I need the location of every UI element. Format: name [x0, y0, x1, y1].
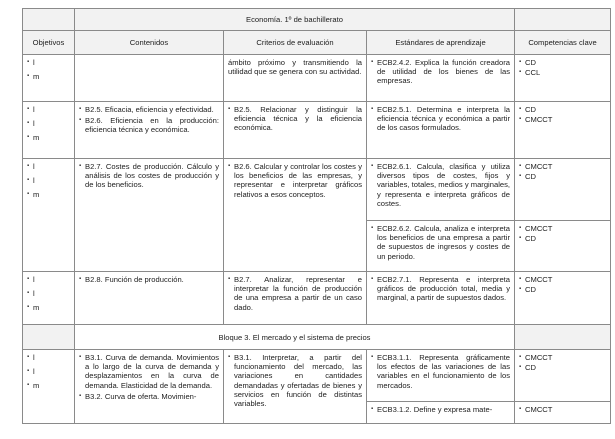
competence-item: ▪ CD [519, 172, 606, 181]
table-row [23, 159, 611, 221]
objective-item: ▪ l [27, 367, 70, 376]
competence-item: ▪ CD [519, 234, 606, 243]
header-corner-cell [23, 9, 75, 31]
objective-item: ▪ m [27, 381, 70, 390]
standard-item: ▪ ECB3.1.1. Representa gráficamente los efectos de las variaciones de las variables en el funcionamiento de los mercados. [371, 353, 510, 390]
competence-item: ▪ CMCCT [519, 224, 606, 233]
competence-item: ▪ CMCCT [519, 405, 606, 414]
competence-item: ▪ CMCCT [519, 275, 606, 284]
objective-item: ▪ l [27, 119, 70, 128]
standard-item: ▪ ECB3.1.2. Define y expresa mate- [371, 405, 510, 414]
cell-competencias [515, 350, 611, 402]
content-item: ▪ B3.1. Curva de demanda. Movimientos a lo largo de la curva de demanda y desplazamientos en la curva de demanda. Elasticidad de la demanda. [79, 353, 219, 390]
competence-item: ▪ CD [519, 58, 606, 67]
table-row [23, 102, 611, 159]
cell-competencias [515, 102, 611, 159]
cell-criterios [224, 350, 367, 424]
cell-criterios [224, 272, 367, 325]
cell-competencias [515, 402, 611, 424]
cell-competencias [515, 272, 611, 325]
standard-item: ▪ ECB2.4.2. Explica la función creadora de utilidad de los bienes de las empresas. [371, 58, 510, 86]
competence-item: ▪ CMCCT [519, 162, 606, 171]
standard-item: ▪ ECB2.5.1. Determina e interpreta la eficiencia técnica y económica a partir de los casos formulados. [371, 105, 510, 133]
table-row [23, 272, 611, 325]
cell-estandares [367, 272, 515, 325]
section-corner-cell [23, 325, 75, 350]
table-row [23, 55, 611, 102]
objective-item: ▪ m [27, 190, 70, 199]
cell-objetivos [23, 159, 75, 272]
content-item: ▪ B2.7. Costes de producción. Cálculo y análisis de los costes de producción y de los beneficios. [79, 162, 219, 190]
criterion-item: ▪ B3.1. Interpretar, a partir del funcionamiento del mercado, las variaciones en cantidades demandadas y ofertadas de bienes y servicios en función de distintas variables. [228, 353, 362, 408]
content-item: ▪ B2.6. Eficiencia en la producción: eficiencia técnica y económica. [79, 116, 219, 134]
table-row [23, 350, 611, 402]
cell-contenidos [75, 102, 224, 159]
competence-item: ▪ CCL [519, 68, 606, 77]
objective-item: ▪ m [27, 72, 70, 81]
competence-item: ▪ CMCCT [519, 353, 606, 362]
cell-estandares [367, 221, 515, 272]
standard-item: ▪ ECB2.7.1. Representa e interpreta gráficos de producción total, media y marginal, a partir de supuestos dados. [371, 275, 510, 303]
competence-item: ▪ CD [519, 285, 606, 294]
cell-criterios [224, 159, 367, 272]
objective-item: ▪ l [27, 105, 70, 114]
section-title: Bloque 3. El mercado y el sistema de precios [75, 325, 515, 350]
cell-estandares [367, 102, 515, 159]
cell-objetivos [23, 102, 75, 159]
standard-item: ▪ ECB2.6.1. Calcula, clasifica y utiliza diversos tipos de costes, fijos y variables, totales, medios y marginales, y representa e interpreta gráficos de costes. [371, 162, 510, 208]
header-competencias: Competencias clave [515, 31, 611, 55]
cell-objetivos [23, 350, 75, 424]
cell-competencias [515, 159, 611, 221]
objective-item: ▪ l [27, 275, 70, 284]
header-contenidos: Contenidos [75, 31, 224, 55]
criterion-item: ▪ B2.5. Relacionar y distinguir la eficiencia técnica y la eficiencia económica. [228, 105, 362, 133]
content-item: ▪ B2.8. Función de producción. [79, 275, 219, 284]
objective-item: ▪ l [27, 176, 70, 185]
cell-objetivos [23, 272, 75, 325]
cell-estandares [367, 159, 515, 221]
content-item: ▪ B2.5. Eficacia, eficiencia y efectividad. [79, 105, 219, 114]
objective-item: ▪ l [27, 289, 70, 298]
cell-contenidos [75, 55, 224, 102]
header-estandares: Estándares de aprendizaje [367, 31, 515, 55]
criterion-text: ámbito próximo y transmitiendo la utilidad que se genera con su actividad. [228, 58, 362, 77]
objective-item: ▪ m [27, 133, 70, 142]
cell-objetivos [23, 55, 75, 102]
content-item: ▪ B3.2. Curva de oferta. Movimien- [79, 392, 219, 401]
cell-criterios [224, 102, 367, 159]
cell-contenidos [75, 159, 224, 272]
curriculum-table [22, 8, 611, 424]
objective-item: ▪ l [27, 58, 70, 67]
competence-item: ▪ CMCCT [519, 115, 606, 124]
cell-contenidos [75, 272, 224, 325]
header-objetivos: Objetivos [23, 31, 75, 55]
cell-criterios [224, 55, 367, 102]
section-corner-cell [515, 325, 611, 350]
competence-item: ▪ CD [519, 363, 606, 372]
cell-estandares [367, 350, 515, 402]
cell-contenidos [75, 350, 224, 424]
header-criterios: Criterios de evaluación [224, 31, 367, 55]
header-corner-cell [515, 9, 611, 31]
standard-item: ▪ ECB2.6.2. Calcula, analiza e interpreta los beneficios de una empresa a partir de supuestos de ingresos y costes de un periodo. [371, 224, 510, 261]
cell-estandares [367, 55, 515, 102]
cell-estandares [367, 402, 515, 424]
criterion-item: ▪ B2.6. Calcular y controlar los costes y los beneficios de las empresas, y representar e interpretar gráficos relativos a esos conceptos. [228, 162, 362, 199]
cell-competencias [515, 221, 611, 272]
objective-item: ▪ m [27, 303, 70, 312]
competence-item: ▪ CD [519, 105, 606, 114]
criterion-item: ▪ B2.7. Analizar, representar e interpretar la función de producción de una empresa a partir de un caso dado. [228, 275, 362, 312]
table-title: Economía. 1º de bachillerato [75, 9, 515, 31]
objective-item: ▪ l [27, 353, 70, 362]
cell-competencias [515, 55, 611, 102]
objective-item: ▪ l [27, 162, 70, 171]
